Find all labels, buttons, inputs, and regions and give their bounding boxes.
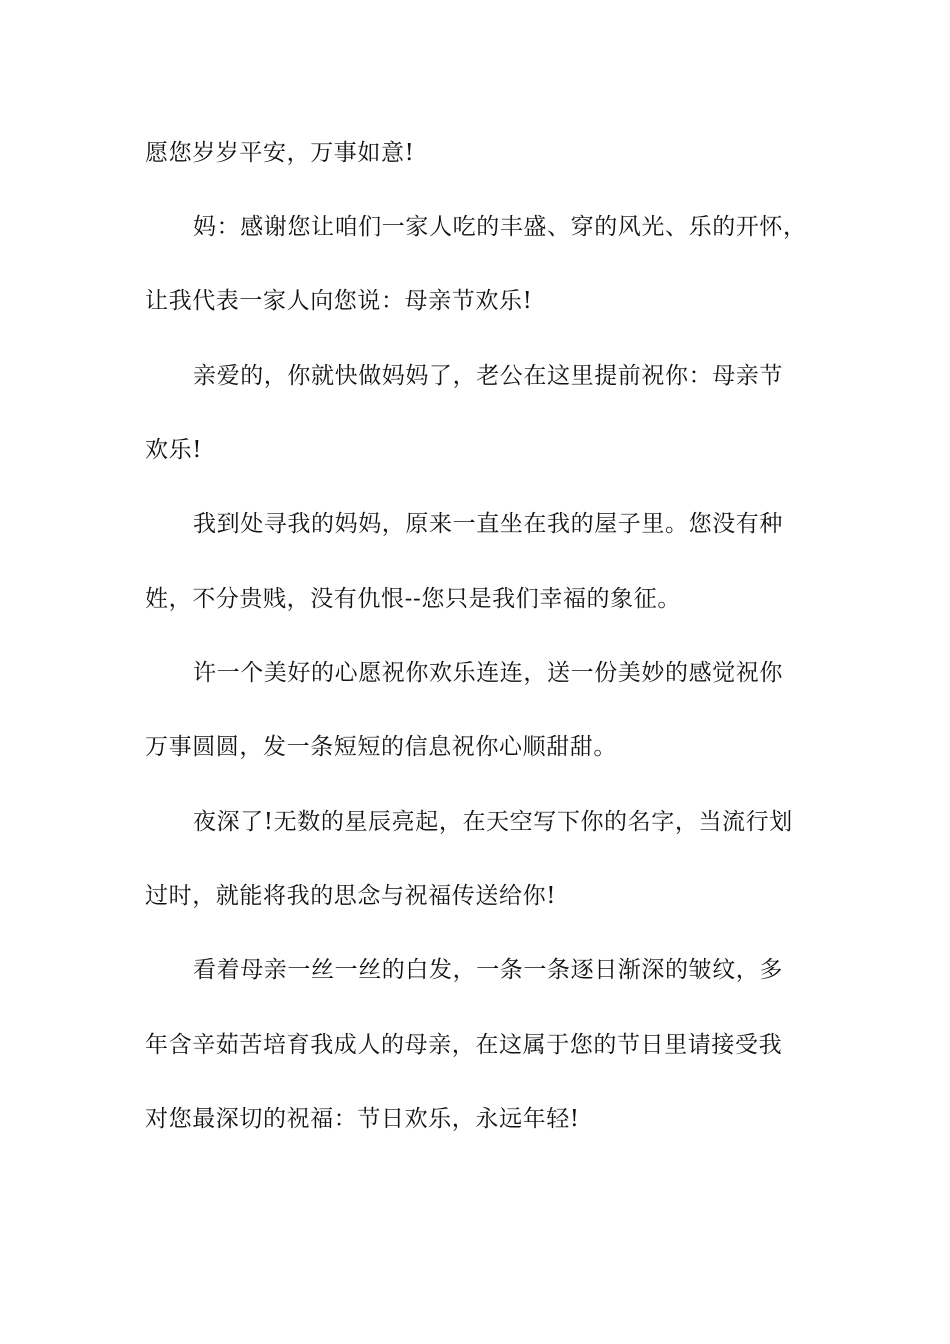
text-line-8: 许一个美好的心愿祝你欢乐连连，送一份美妙的感觉祝你 [193,660,783,686]
text-line-9: 万事圆圆，发一条短短的信息祝你心顺甜甜。 [145,734,617,760]
text-line-12: 看着母亲一丝一丝的白发，一条一条逐日渐深的皱纹，多 [193,957,783,983]
text-line-14: 对您最深切的祝福：节日欢乐，永远年轻! [145,1106,580,1132]
text-line-11: 过时，就能将我的思念与祝福传送给你! [145,883,557,909]
text-line-5: 欢乐! [145,437,203,463]
text-line-2: 妈：感谢您让咱们一家人吃的丰盛、穿的风光、乐的开怀， [193,214,807,240]
text-line-6: 我到处寻我的妈妈，原来一直坐在我的屋子里。您没有种 [193,511,783,537]
text-line-3: 让我代表一家人向您说：母亲节欢乐! [145,288,533,314]
text-line-4: 亲爱的，你就快做妈妈了，老公在这里提前祝你：母亲节 [193,363,783,389]
text-line-1: 愿您岁岁平安，万事如意! [145,140,415,166]
text-line-13: 年含辛茹苦培育我成人的母亲，在这属于您的节日里请接受我 [145,1032,783,1058]
text-line-7: 姓，不分贵贱，没有仇恨--您只是我们幸福的象征。 [145,586,681,612]
text-line-10: 夜深了!无数的星辰亮起，在天空写下你的名字，当流行划 [193,809,793,835]
